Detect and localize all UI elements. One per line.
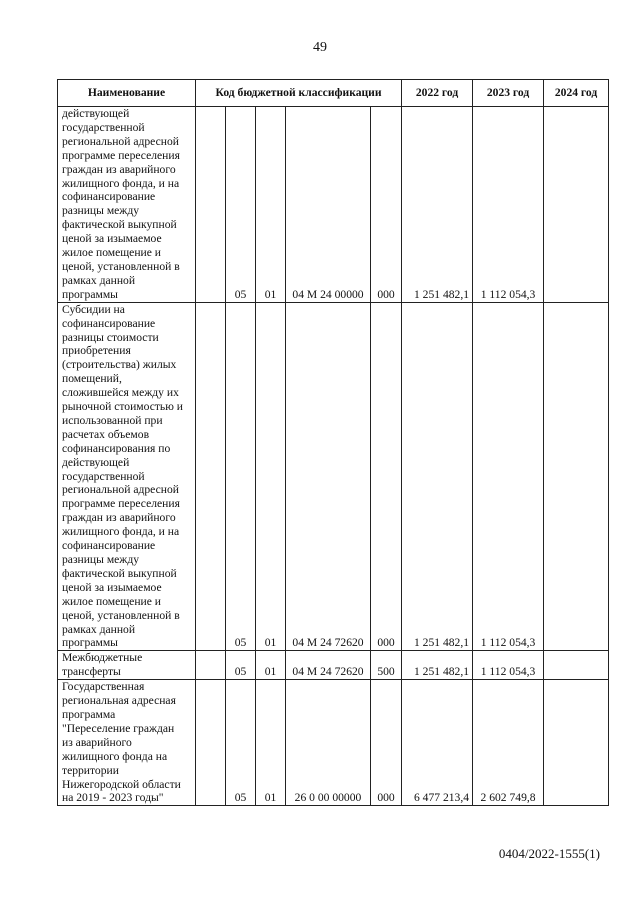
- row-subsection-code: 01: [256, 302, 286, 651]
- header-code: Код бюджетной классификации: [196, 80, 402, 107]
- document-code: 0404/2022-1555(1): [498, 846, 600, 861]
- row-amount-2022: 1 251 482,1: [402, 302, 473, 651]
- row-amount-2022: 6 477 213,4: [402, 680, 473, 806]
- row-expense-type-code: 000: [371, 107, 402, 303]
- table-header: [58, 80, 609, 107]
- budget-table: [57, 79, 609, 806]
- row-amount-2023: 1 112 054,3: [473, 302, 544, 651]
- row-subsection-code: 01: [256, 680, 286, 806]
- row-amount-2023: 1 112 054,3: [473, 651, 544, 680]
- header-2023: 2023 год: [473, 80, 544, 107]
- page-number: 49: [313, 40, 327, 55]
- row-amount-2023: 1 112 054,3: [473, 107, 544, 303]
- row-name: Государственная региональная адресная программа "Переселение граждан из аварийного жилищного фонда на территории Нижегородской области на 2019 - 2023 годы": [58, 680, 196, 806]
- row-target-code: 26 0 00 00000: [286, 680, 371, 806]
- row-amount-2022: 1 251 482,1: [402, 651, 473, 680]
- row-amount-2022: 1 251 482,1: [402, 107, 473, 303]
- row-expense-type-code: 000: [371, 302, 402, 651]
- row-section-code: 05: [226, 302, 256, 651]
- row-empty-code: [196, 680, 226, 806]
- row-subsection-code: 01: [256, 107, 286, 303]
- row-amount-2024: [544, 302, 609, 651]
- row-target-code: 04 М 24 00000: [286, 107, 371, 303]
- table-row: [58, 302, 609, 651]
- row-empty-code: [196, 302, 226, 651]
- row-name: Субсидии на софинансирование разницы стоимости приобретения (строительства) жилых помещений, сложившейся между их рыночной стоимостью и использованной при расчетах объемов софинансирования по действующей государственной региональной адресной программе переселения граждан из аварийного жилищного фонда, и на софинансирование разницы между фактической выкупной ценой за изымаемое жилое помещение и ценой, установленной в рамках данной программы: [58, 302, 196, 651]
- row-section-code: 05: [226, 651, 256, 680]
- table-row: [58, 680, 609, 806]
- row-empty-code: [196, 107, 226, 303]
- table-row: [58, 651, 609, 680]
- row-name: Межбюджетные трансферты: [58, 651, 196, 680]
- row-expense-type-code: 000: [371, 680, 402, 806]
- row-target-code: 04 М 24 72620: [286, 651, 371, 680]
- row-amount-2024: [544, 651, 609, 680]
- row-amount-2023: 2 602 749,8: [473, 680, 544, 806]
- header-2024: 2024 год: [544, 80, 609, 107]
- row-name: действующей государственной региональной адресной программе переселения граждан из аварийного жилищного фонда, и на софинансирование разницы между фактической выкупной ценой за изымаемое жилое помещение и ценой, установленной в рамках данной программы: [58, 107, 196, 303]
- row-target-code: 04 М 24 72620: [286, 302, 371, 651]
- row-section-code: 05: [226, 680, 256, 806]
- table-row: [58, 107, 609, 303]
- row-subsection-code: 01: [256, 651, 286, 680]
- header-2022: 2022 год: [402, 80, 473, 107]
- row-amount-2024: [544, 680, 609, 806]
- row-section-code: 05: [226, 107, 256, 303]
- row-amount-2024: [544, 107, 609, 303]
- row-expense-type-code: 500: [371, 651, 402, 680]
- header-name: Наименование: [58, 80, 196, 107]
- row-empty-code: [196, 651, 226, 680]
